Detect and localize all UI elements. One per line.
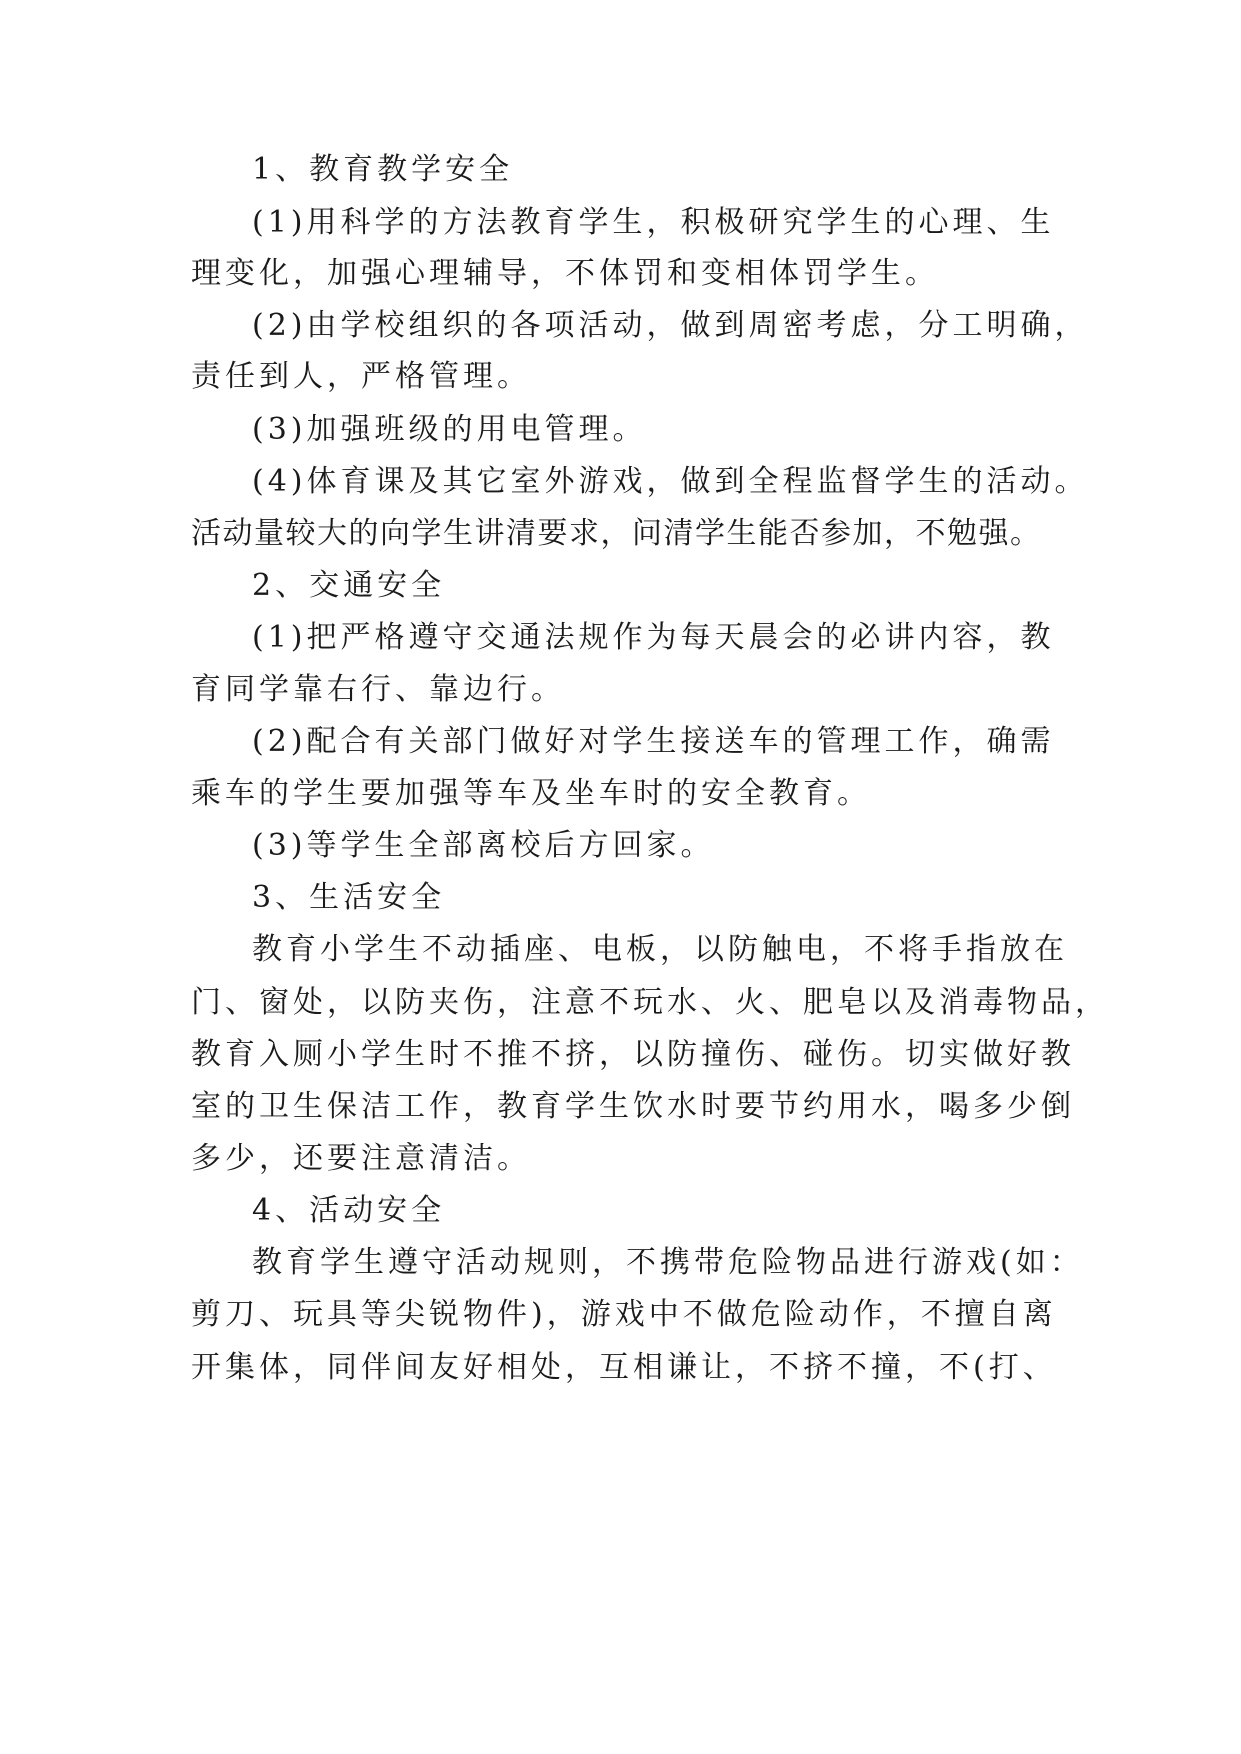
paragraph-line: (2)由学校组织的各项活动，做到周密考虑，分工明确， — [252, 308, 1089, 343]
paragraph-line: (1)用科学的方法教育学生，积极研究学生的心理、生 — [252, 205, 1055, 240]
paragraph-line: 开集体，同伴间友好相处，互相谦让，不挤不撞，不(打、 — [191, 1350, 1057, 1385]
paragraph-line: (4)体育课及其它室外游戏，做到全程监督学生的活动。 — [252, 464, 1089, 499]
paragraph-line: (2)配合有关部门做好对学生接送车的管理工作，确需 — [252, 724, 1055, 759]
paragraph-line: 教育入厕小学生时不推不挤，以防撞伤、碰伤。切实做好教 — [191, 1037, 1075, 1072]
paragraph-line: 教育学生遵守活动规则，不携带危险物品进行游戏(如： — [252, 1245, 1084, 1280]
paragraph-line: (3)等学生全部离校后方回家。 — [252, 828, 715, 863]
paragraph-line: 室的卫生保洁工作，教育学生饮水时要节约用水，喝多少倒 — [191, 1089, 1075, 1124]
paragraph-line: 责任到人，严格管理。 — [191, 359, 531, 394]
paragraph-line: 理变化，加强心理辅导，不体罚和变相体罚学生。 — [191, 256, 939, 291]
paragraph-line: (1)把严格遵守交通法规作为每天晨会的必讲内容，教 — [252, 620, 1055, 655]
section-heading-life-safety: 3、生活安全 — [252, 880, 446, 915]
paragraph-line: 育同学靠右行、靠边行。 — [191, 672, 565, 707]
section-heading-activity-safety: 4、活动安全 — [252, 1193, 446, 1228]
section-heading-traffic-safety: 2、交通安全 — [252, 568, 446, 603]
paragraph-line: 教育小学生不动插座、电板，以防触电，不将手指放在 — [252, 932, 1068, 967]
paragraph-line: 活动量较大的向学生讲清要求，问清学生能否参加，不勉强。 — [191, 516, 1042, 551]
paragraph-line: 门、窗处，以防夹伤，注意不玩水、火、肥皂以及消毒物品， — [191, 985, 1109, 1020]
section-heading-teaching-safety: 1、教育教学安全 — [252, 152, 514, 187]
paragraph-line: (3)加强班级的用电管理。 — [252, 412, 647, 447]
paragraph-line: 剪刀、玩具等尖锐物件)，游戏中不做危险动作，不擅自离 — [191, 1297, 1057, 1332]
paragraph-line: 乘车的学生要加强等车及坐车时的安全教育。 — [191, 776, 871, 811]
paragraph-line: 多少，还要注意清洁。 — [191, 1141, 531, 1176]
